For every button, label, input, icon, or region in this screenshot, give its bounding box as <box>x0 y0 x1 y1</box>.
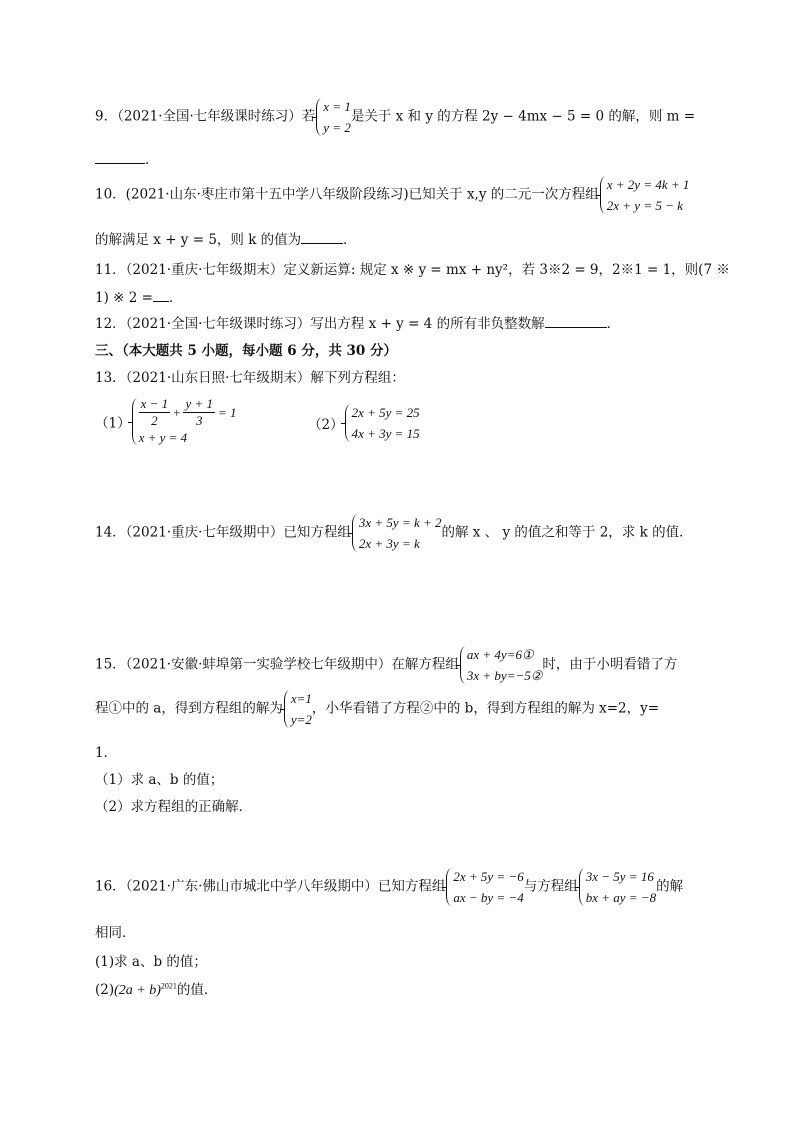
q16-sys2-eq1: 3x − 5y = 16 <box>585 869 654 884</box>
q11-line2-a: 1) ※ 2 = <box>95 290 153 306</box>
q9-mid: 是关于 x 和 y 的方程 2y − 4mx − 5 = 0 的解，则 m = <box>350 108 696 125</box>
q11-line1: 11．（2021·重庆·七年级期末）定义新运算: 规定 x ※ y = mx + ny²，若 3※2 = 9，2※1 = 1，则(7 ※ <box>95 262 730 278</box>
q12-text: 12．（2021·全国·七年级课时练习）写出方程 x + y = 4 的所有非负整数解 <box>95 316 545 332</box>
q16-sys2-eq2: bx + ay = −8 <box>585 890 657 905</box>
q13-p2-system <box>344 402 420 444</box>
q16-sys1-eq1: 2x + 5y = −6 <box>453 869 524 884</box>
q15-sub1: （1）求 a、b 的值； <box>95 772 224 788</box>
q14-system <box>351 512 442 554</box>
q14-eq1: 3x + 5y = k + 2 <box>358 515 442 530</box>
q10-line2-b: ． <box>343 232 357 248</box>
q10-blank[interactable] <box>301 229 343 244</box>
q15-line2-a: 程①中的 a，得到方程组的解为 <box>95 700 283 717</box>
q13-p1-eq2: x + y = 4 <box>138 430 188 445</box>
q10-line2-a: 的解满足 x + y = 5，则 k 的值为 <box>95 232 302 248</box>
q10-prefix: 10．(2021·山东·枣庄市第十五中学八年级阶段练习)已知关于 x,y 的二元一次方程组 <box>95 186 599 203</box>
q13-frac2-den: 3 <box>196 413 203 428</box>
q9-tail: ． <box>145 152 159 168</box>
q13-part1 <box>95 396 237 447</box>
question-11 <box>95 258 730 278</box>
q11-line2 <box>95 286 182 306</box>
q10-eq2: 2x + y = 5 − k <box>606 198 683 213</box>
q9-answer-line <box>95 148 159 168</box>
q15-sub2: （2）求方程组的正确解． <box>95 799 253 815</box>
q16-sub2 <box>95 978 217 999</box>
question-14 <box>95 512 693 554</box>
q15-solution <box>283 688 312 730</box>
q15-eq2: 3x + by=−5② <box>466 668 543 683</box>
q9-blank[interactable] <box>95 149 145 164</box>
q16-sys1-eq2: ax − by = −4 <box>453 890 524 905</box>
q9-prefix: 9．（2021·全国·七年级课时练习）若 <box>95 108 316 125</box>
q13-plus: + <box>173 404 181 420</box>
q15-suffix: 时，由于小明看错了方 <box>542 656 678 673</box>
q13-part2 <box>308 402 420 444</box>
q16-suffix: 的解 <box>656 878 684 895</box>
q15-sol1: x=1 <box>290 691 312 706</box>
q10-line2 <box>95 228 357 248</box>
question-12 <box>95 312 620 332</box>
q9-eq2: y = 2 <box>323 120 351 135</box>
q9-eq1: x = 1 <box>323 99 351 114</box>
q13-p1-label: （1） <box>95 415 131 432</box>
q10-eq1: x + 2y = 4k + 1 <box>606 177 690 192</box>
q16-system-1 <box>445 866 523 908</box>
question-13: 13．（2021·山东日照·七年级期末）解下列方程组： <box>95 370 405 386</box>
q13-frac1-den: 2 <box>151 413 158 428</box>
q16-sub2-expr: (2a + b) <box>114 983 161 998</box>
q15-line2 <box>95 688 659 730</box>
q16-prefix: 16．（2021·广东·佛山市城北中学八年级期中）已知方程组 <box>95 878 446 895</box>
q14-eq2: 2x + 3y = k <box>358 536 420 551</box>
q10-system <box>599 174 690 216</box>
q12-blank[interactable] <box>545 313 607 328</box>
q14-suffix: 的解 x 、 y 的值之和等于 2，求 k 的值． <box>441 524 693 541</box>
question-16 <box>95 866 683 908</box>
question-9 <box>95 96 695 138</box>
q9-system <box>315 96 351 138</box>
q16-sub2-exp: 2021 <box>160 981 177 991</box>
q11-line2-b: ． <box>168 290 183 306</box>
q13-p1-eq1 <box>139 396 237 429</box>
q15-sol2: y=2 <box>290 712 312 727</box>
q16-mid: 与方程组 <box>523 878 578 895</box>
q13-p2-eq1: 2x + 5y = 25 <box>351 405 420 420</box>
q16-sub1: (1)求 a、b 的值； <box>95 954 207 970</box>
q12-tail: ． <box>606 316 621 332</box>
q15-line3: 1． <box>95 745 118 761</box>
q13-frac2-num: y + 1 <box>185 396 214 411</box>
q15-eq1: ax + 4y=6① <box>466 647 534 662</box>
q15-system <box>459 644 543 686</box>
q16-sub2-b: 的值． <box>176 982 218 998</box>
section-3-title: 三、（本大题共 5 小题，每小题 6 分，共 30 分） <box>95 343 398 359</box>
q13-p1-system <box>131 396 237 447</box>
q14-prefix: 14．（2021·重庆·七年级期中）已知方程组 <box>95 524 351 541</box>
q16-sub2-a: (2) <box>95 982 115 998</box>
question-10 <box>95 174 689 216</box>
q13-p2-eq2: 4x + 3y = 15 <box>351 426 420 441</box>
q13-frac1-num: x − 1 <box>140 396 169 411</box>
q13-p2-label: （2） <box>308 417 344 433</box>
q13-p1-rhs: = 1 <box>218 404 237 420</box>
q11-blank[interactable] <box>153 287 169 302</box>
q16-line2: 相同． <box>95 925 136 941</box>
q15-prefix: 15．（2021·安徽·蚌埠第一实验学校七年级期中）在解方程组 <box>95 656 459 673</box>
q16-system-2 <box>578 866 656 908</box>
question-15 <box>95 644 677 686</box>
q15-line2-b: ，小华看错了方程②中的 b，得到方程组的解为 x=2，y= <box>311 700 660 717</box>
